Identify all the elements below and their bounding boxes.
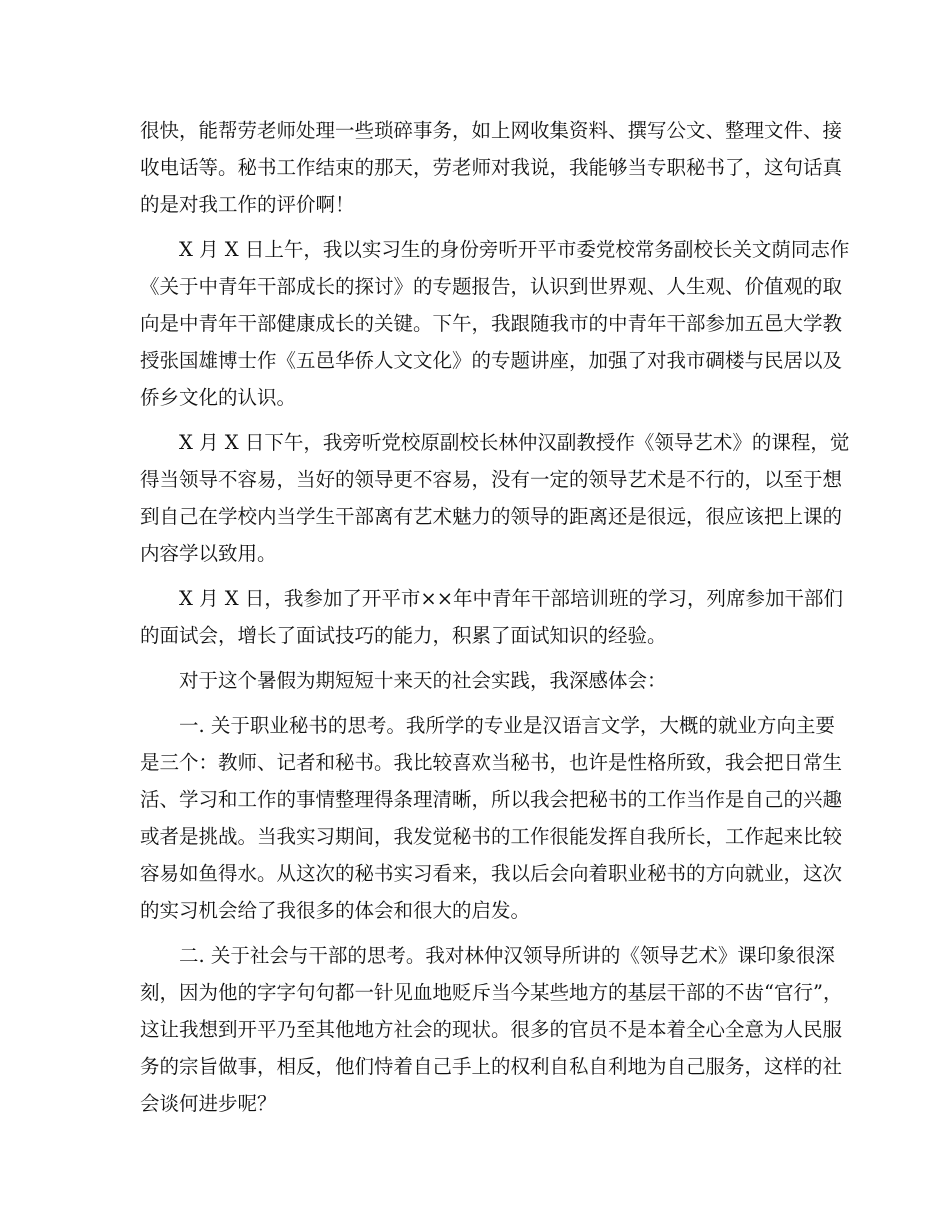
text-line: 是三个：教师、记者和秘书。我比较喜欢当秘书，也许是性格所致，我会把日常生: [140, 751, 843, 774]
text-line: 的面试会，增长了面试技巧的能力，积累了面试知识的经验。: [140, 624, 667, 647]
text-line: 内容学以致用。: [140, 542, 277, 565]
text-line: 收电话等。秘书工作结束的那天，劳老师对我说，我能够当专职秘书了，这句话真: [140, 156, 843, 179]
paragraph: [140, 231, 850, 416]
text-line: 得当领导不容易，当好的领导更不容易，没有一定的领导艺术是不行的，以至于想: [140, 468, 843, 491]
text-line: 这让我想到开平乃至其他地方社会的现状。很多的官员不是本着全心全意为人民服: [140, 1018, 843, 1041]
text-line: 务的宗旨做事，相反，他们恃着自己手上的权利自私自利地为自己服务，这样的社: [140, 1055, 843, 1078]
document-body: [140, 112, 850, 1130]
text-line: 的是对我工作的评价啊！: [140, 193, 355, 216]
text-line: 到自己在学校内当学生干部离有艺术魅力的领导的距离还是很远，很应该把上课的: [140, 505, 843, 528]
text-line: 刻，因为他的字字句句都一针见血地贬斥当今某些地方的基层干部的不齿“官行”，: [140, 981, 843, 1004]
text-line: 会谈何进步呢？: [140, 1092, 277, 1115]
paragraph: [140, 112, 843, 223]
text-line: 《关于中青年干部成长的探讨》的专题报告，认识到世界观、人生观、价值观的取: [140, 275, 843, 298]
paragraph: [140, 662, 812, 699]
text-line: 的实习机会给了我很多的体会和很大的启发。: [140, 899, 531, 922]
paragraph: [140, 707, 843, 929]
text-line: 二. 关于社会与干部的思考。我对林仲汉领导所讲的《领导艺术》课印象很深: [140, 944, 835, 967]
text-line: X 月 X 日上午，我以实习生的身份旁听开平市委党校常务副校长关文荫同志作: [140, 238, 850, 261]
text-line: 对于这个暑假为期短短十来天的社会实践，我深感体会：: [140, 669, 667, 692]
text-line: 一. 关于职业秘书的思考。我所学的专业是汉语言文学，大概的就业方向主要: [140, 714, 835, 737]
text-line: 侨乡文化的认识。: [140, 386, 297, 409]
text-line: X 月 X 日下午，我旁听党校原副校长林仲汉副教授作《领导艺术》的课程，觉: [140, 431, 850, 454]
text-line: 活、学习和工作的事情整理得条理清晰，所以我会把秘书的工作当作是自己的兴趣: [140, 788, 843, 811]
text-line: 很快，能帮劳老师处理一些琐碎事务，如上网收集资料、撰写公文、整理文件、接: [140, 119, 843, 142]
text-line: 或者是挑战。当我实习期间，我发觉秘书的工作很能发挥自我所长，工作起来比较: [140, 825, 843, 848]
paragraph: [140, 937, 843, 1122]
text-line: X 月 X 日，我参加了开平市××年中青年干部培训班的学习，列席参加干部们: [140, 587, 844, 610]
text-line: 授张国雄博士作《五邑华侨人文文化》的专题讲座，加强了对我市碉楼与民居以及: [140, 349, 843, 372]
paragraph: [140, 580, 844, 654]
text-line: 向是中青年干部健康成长的关键。下午，我跟随我市的中青年干部参加五邑大学教: [140, 312, 843, 335]
paragraph: [140, 424, 850, 572]
text-line: 容易如鱼得水。从这次的秘书实习看来，我以后会向着职业秘书的方向就业，这次: [140, 862, 843, 885]
